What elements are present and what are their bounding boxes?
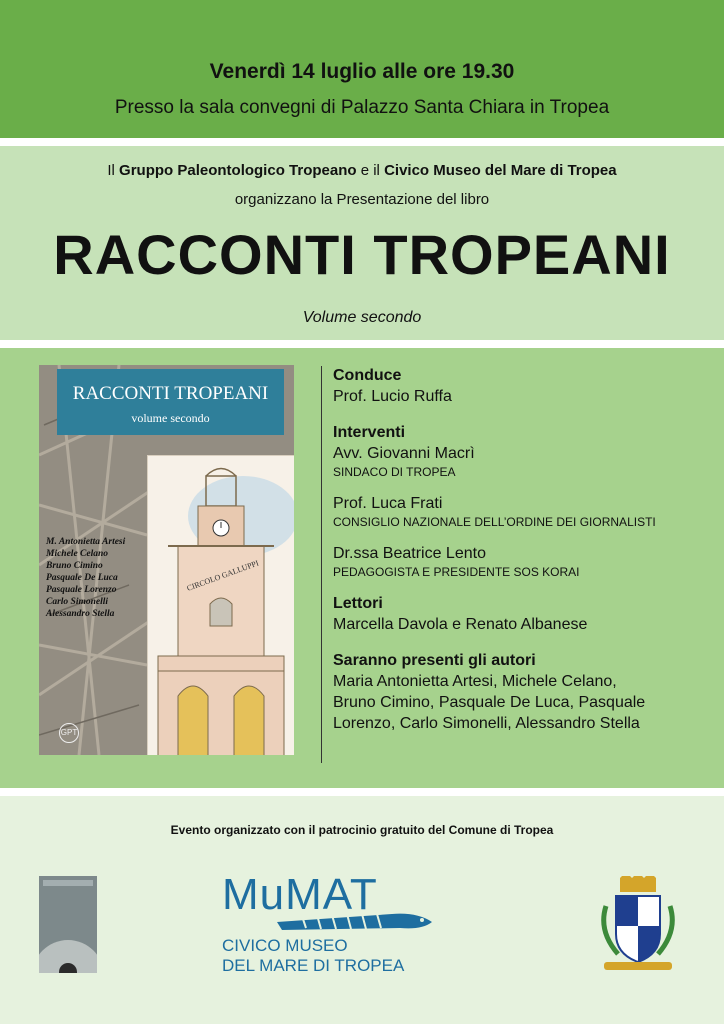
interventi-label: Interventi: [333, 424, 406, 441]
program-details: [333, 366, 713, 734]
cover-banner: [57, 369, 284, 435]
mumat-line-1: CIVICO MUSEO: [222, 936, 348, 955]
speaker-role: CONSIGLIO NAZIONALE DELL’ORDINE DEI GIORNALISTI: [333, 515, 656, 529]
organizers-text-2: e il: [356, 162, 385, 179]
conduce-label: Conduce: [333, 367, 402, 384]
mumat-logo: [222, 870, 452, 980]
cover-title: RACCONTI TROPEANI: [72, 383, 269, 404]
clock-tower-painting: [147, 455, 294, 755]
cover-author: M. Antonietta Artesi: [46, 537, 126, 547]
fossil-icon: [39, 876, 97, 973]
book-volume: Volume secondo: [302, 309, 422, 326]
cover-authors: [46, 536, 156, 620]
lettori-names: Marcella Davola e Renato Albanese: [333, 616, 588, 633]
autori-names: Maria Antonietta Artesi, Michele Celano,: [333, 673, 617, 690]
mumat-line-2: DEL MARE DI TROPEA: [222, 956, 405, 975]
speaker-role: SINDACO DI TROPEA: [333, 465, 456, 479]
clock-tower-icon: [148, 456, 294, 755]
speaker-name: Prof. Luca Frati: [333, 495, 443, 512]
organizer-2: Civico Museo del Mare di Tropea: [384, 162, 617, 179]
conduce-name: Prof. Lucio Ruffa: [333, 388, 452, 405]
cover-sign-text: CIRCOLO GALLUPPI: [185, 558, 260, 593]
book-cover-image: [39, 365, 294, 755]
autori-names: Lorenzo, Carlo Simonelli, Alessandro Stella: [333, 715, 640, 732]
presentation-line: organizzano la Presentazione del libro: [234, 191, 490, 208]
speaker-name: Avv. Giovanni Macrì: [333, 445, 475, 462]
cover-author: Carlo Simonelli: [46, 597, 109, 607]
cover-author: Alessandro Stella: [46, 609, 115, 619]
event-venue: Presso la sala convegni di Palazzo Santa Chiara in Tropea: [114, 97, 610, 118]
mumat-wordmark: MuMAT: [222, 870, 378, 919]
tropea-coat-of-arms: [598, 876, 678, 974]
book-title: RACCONTI TROPEANI: [53, 223, 671, 286]
publisher-logo-icon: GPT: [59, 723, 79, 743]
organizers-line: [0, 162, 724, 179]
gruppo-paleontologico-logo: [39, 876, 97, 973]
organizers-text-1: Il: [107, 162, 120, 179]
speaker-role: PEDAGOGISTA E PRESIDENTE SOS KORAI: [333, 565, 580, 579]
details-divider: [321, 366, 322, 763]
lettori-label: Lettori: [333, 595, 383, 612]
speaker-name: Dr.ssa Beatrice Lento: [333, 545, 486, 562]
fish-skeleton-icon: [222, 870, 452, 940]
cover-author: Bruno Cimino: [46, 561, 103, 571]
cover-subtitle: volume secondo: [131, 411, 210, 425]
cover-author: Pasquale Lorenzo: [46, 585, 117, 595]
autori-label: Saranno presenti gli autori: [333, 652, 536, 669]
autori-names: Bruno Cimino, Pasquale De Luca, Pasquale: [333, 694, 646, 711]
sponsor-line: Evento organizzato con il patrocinio gratuito del Comune di Tropea: [170, 823, 554, 837]
cover-author: Michele Celano: [46, 549, 109, 559]
event-date: Venerdì 14 luglio alle ore 19.30: [209, 60, 515, 83]
cover-author: Pasquale De Luca: [46, 573, 118, 583]
organizer-1: Gruppo Paleontologico Tropeano: [119, 162, 357, 179]
coat-of-arms-icon: [598, 876, 678, 974]
